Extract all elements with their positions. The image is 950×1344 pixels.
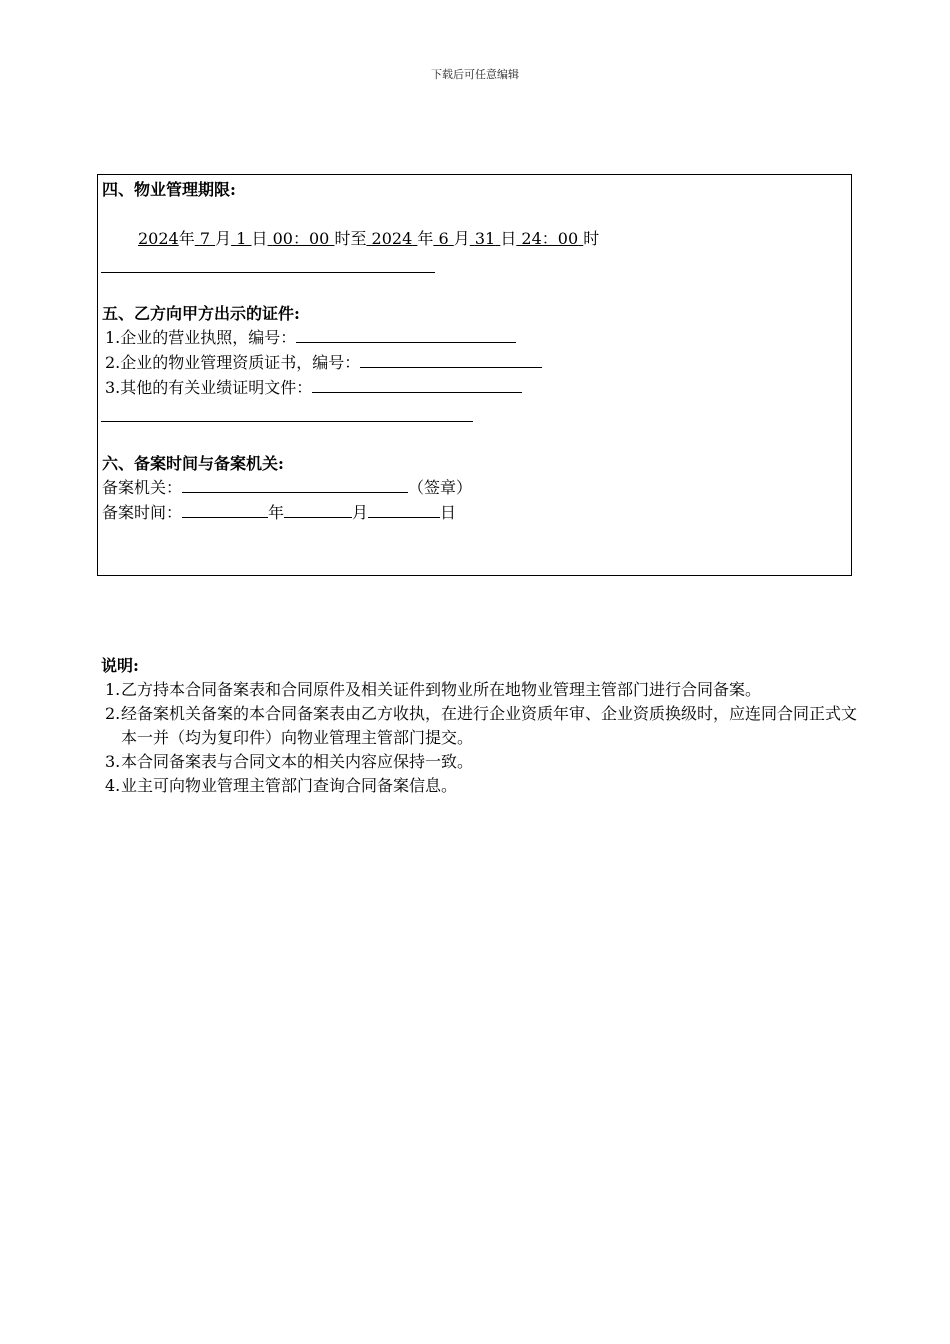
performance-item bbox=[105, 377, 522, 399]
section5-title: 五、乙方向甲方出示的证件: bbox=[102, 304, 300, 323]
filing-time-label: 备案时间： bbox=[102, 503, 183, 522]
note-number: 3. bbox=[105, 752, 121, 771]
end-year: 2024 bbox=[371, 229, 413, 248]
license-item-label: 企业的营业执照，编号： bbox=[120, 328, 297, 347]
note-text: 乙方持本合同备案表和合同原件及相关证件到物业所在地物业管理主管部门进行合同备案。 bbox=[121, 680, 762, 699]
filing-month-blank[interactable] bbox=[284, 503, 352, 518]
performance-item-label: 其他的有关业绩证明文件： bbox=[120, 378, 313, 397]
note-item bbox=[101, 750, 861, 774]
end-time: 24：00 bbox=[521, 229, 579, 248]
qualification-number-blank[interactable] bbox=[360, 353, 542, 368]
performance-docs-blank[interactable] bbox=[312, 378, 522, 393]
filing-info-box bbox=[97, 174, 852, 576]
note-number: 1. bbox=[105, 680, 121, 699]
notes-section bbox=[101, 654, 861, 798]
qualification-item bbox=[105, 352, 542, 374]
qualification-item-label: 企业的物业管理资质证书，编号： bbox=[120, 353, 361, 372]
note-text: 业主可向物业管理主管部门查询合同备案信息。 bbox=[121, 776, 458, 795]
filing-year-blank[interactable] bbox=[182, 503, 268, 518]
end-month: 6 bbox=[438, 229, 449, 248]
section4-title: 四、物业管理期限: bbox=[102, 180, 236, 199]
section4-divider-line bbox=[101, 272, 435, 273]
filing-year-unit: 年 bbox=[268, 503, 285, 522]
note-item bbox=[101, 774, 861, 798]
start-day-unit: 日 bbox=[251, 229, 268, 248]
filing-agency-label: 备案机关： bbox=[102, 478, 183, 497]
start-month-unit: 月 bbox=[215, 229, 232, 248]
page-header-note: 下载后可任意编辑 bbox=[431, 68, 519, 81]
license-item bbox=[105, 327, 516, 349]
filing-agency-line bbox=[102, 477, 472, 499]
end-day: 31 bbox=[474, 229, 496, 248]
management-period-line bbox=[138, 228, 599, 250]
note-number: 2. bbox=[105, 704, 121, 723]
filing-time-line bbox=[102, 502, 456, 524]
end-day-unit: 日 bbox=[500, 229, 517, 248]
note-text: 经备案机关备案的本合同备案表由乙方收执，在进行企业资质年审、企业资质换级时，应连同合同正式文本一并（均为复印件）向物业管理主管部门提交。 bbox=[121, 704, 858, 747]
note-item bbox=[101, 702, 861, 750]
start-year: 2024 bbox=[138, 229, 179, 248]
notes-title: 说明: bbox=[101, 656, 139, 675]
filing-day-blank[interactable] bbox=[368, 503, 440, 518]
note-number: 4. bbox=[105, 776, 121, 795]
filing-agency-seal-note: （签章） bbox=[408, 478, 473, 497]
filing-agency-blank[interactable] bbox=[182, 478, 408, 493]
filing-month-unit: 月 bbox=[352, 503, 369, 522]
end-unit: 时 bbox=[583, 229, 600, 248]
performance-item-number: 3. bbox=[105, 378, 121, 397]
license-item-number: 1. bbox=[105, 328, 121, 347]
period-mid-text: 时至 bbox=[334, 229, 367, 248]
qualification-item-number: 2. bbox=[105, 353, 121, 372]
note-text: 本合同备案表与合同文本的相关内容应保持一致。 bbox=[121, 752, 474, 771]
section6-title: 六、备案时间与备案机关: bbox=[102, 454, 284, 473]
section5-divider-line bbox=[101, 421, 473, 422]
filing-day-unit: 日 bbox=[440, 503, 457, 522]
note-item bbox=[101, 678, 861, 702]
end-month-unit: 月 bbox=[453, 229, 470, 248]
start-month: 7 bbox=[199, 229, 211, 248]
start-year-unit: 年 bbox=[178, 229, 195, 248]
start-day: 1 bbox=[236, 229, 247, 248]
license-number-blank[interactable] bbox=[296, 328, 516, 343]
end-year-unit: 年 bbox=[417, 229, 434, 248]
start-time: 00：00 bbox=[272, 229, 330, 248]
